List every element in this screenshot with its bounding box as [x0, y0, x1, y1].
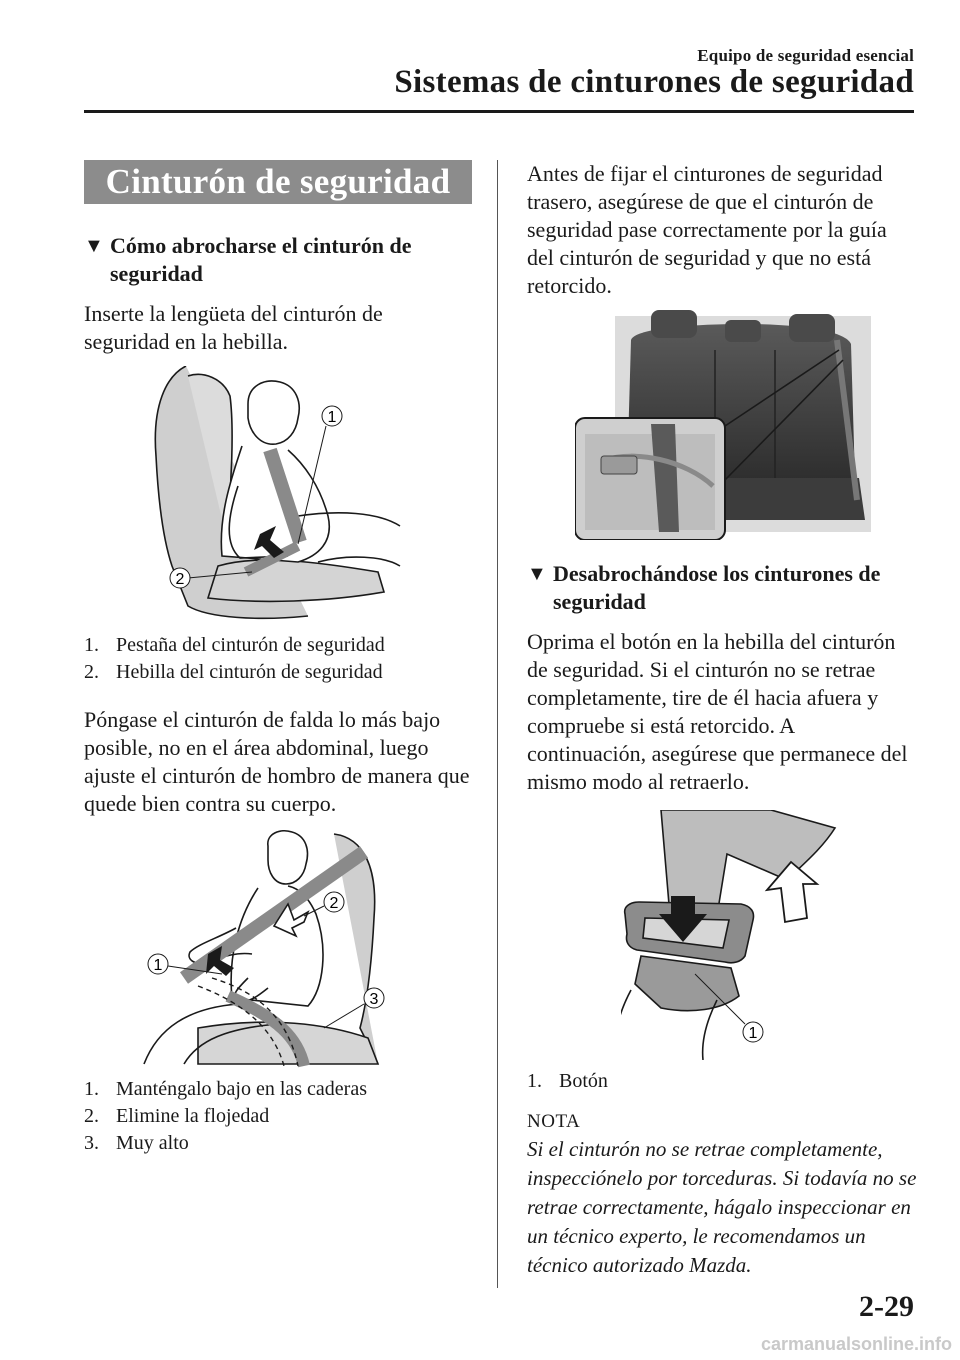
figure-callout-1: 1	[327, 409, 337, 426]
triangle-marker-icon: ▼	[527, 563, 547, 585]
list-item	[527, 1068, 917, 1095]
figure-belt-position-illustration	[128, 828, 428, 1068]
item-text: Hebilla del cinturón de seguridad	[116, 661, 383, 683]
item-number: 3.	[84, 1132, 99, 1154]
figure-buckle-release-illustration	[621, 810, 851, 1060]
paragraph-insert-tongue: Inserte la lengüeta del cinturón de seguridad en la hebilla.	[84, 301, 383, 354]
note-text: Si el cinturón no se retrae completamente, inspecciónelo por torceduras. Si todavía no se retrae correctamente, hágalo inspeccionar en un técnico experto, le recomendamos un técnico autorizado Mazda.	[527, 1137, 917, 1277]
header-category: Equipo de seguridad esencial	[697, 46, 914, 65]
item-number: 2.	[84, 661, 99, 683]
column-divider	[497, 160, 498, 1288]
legend-list-fig4	[527, 1068, 917, 1095]
figure-callout-2: 2	[329, 895, 339, 912]
item-text: Elimine la flojedad	[116, 1105, 270, 1127]
item-number: 1.	[527, 1070, 542, 1092]
figure-callout-2: 2	[175, 571, 185, 588]
header-title: Sistemas de cinturones de seguridad	[394, 64, 914, 100]
item-text: Muy alto	[116, 1132, 189, 1154]
item-text: Botón	[559, 1070, 608, 1092]
subsection-title: Desabrochándose los cinturones de seguridad	[553, 561, 881, 614]
header-rule	[84, 110, 914, 113]
right-column	[527, 160, 917, 1280]
legend-list-fig2	[84, 1076, 472, 1157]
triangle-marker-icon: ▼	[84, 235, 104, 257]
item-number: 1.	[84, 634, 99, 656]
paragraph-lap-belt: Póngase el cinturón de falda lo más bajo posible, no en el área abdominal, luego ajuste el cinturón de hombro de manera que quede bien contra su cuerpo.	[84, 707, 470, 816]
item-text: Pestaña del cinturón de seguridad	[116, 634, 385, 656]
item-number: 1.	[84, 1078, 99, 1100]
paragraph-press-button: Oprima el botón en la hebilla del cinturón de seguridad. Si el cinturón no se retrae completamente, tire de él hacia afuera y compruebe si está retorcido. A continuación, asegúrese que permanece del mismo modo al retraerlo.	[527, 629, 908, 794]
list-item	[84, 1076, 472, 1103]
figure-rear-seat-photo	[575, 310, 875, 540]
legend-list-fig1	[84, 632, 472, 686]
section-title: Cinturón de seguridad	[84, 160, 472, 204]
subsection-heading-fasten	[84, 232, 472, 288]
page-number: 2-29	[859, 1290, 914, 1323]
left-column	[84, 160, 472, 1157]
paragraph-rear-belt-guide: Antes de fijar el cinturones de seguridad trasero, asegúrese de que el cinturón de seguridad pase correctamente por la guía del cinturón de seguridad y que no está retorcido.	[527, 161, 887, 298]
subsection-heading-unfasten	[527, 560, 917, 616]
figure-callout-1: 1	[748, 1025, 758, 1042]
list-item	[84, 632, 472, 659]
list-item	[84, 1130, 472, 1157]
list-item	[84, 1103, 472, 1130]
figure-callout-1: 1	[153, 957, 163, 974]
subsection-title: Cómo abrocharse el cinturón de seguridad	[110, 233, 412, 286]
list-item	[84, 659, 472, 686]
item-number: 2.	[84, 1105, 99, 1127]
item-text: Manténgalo bajo en las caderas	[116, 1078, 368, 1100]
watermark: carmanualsonline.info	[760, 1334, 952, 1354]
note-label: NOTA	[527, 1111, 581, 1132]
figure-callout-3: 3	[369, 991, 379, 1008]
figure-buckle-illustration	[148, 366, 408, 624]
